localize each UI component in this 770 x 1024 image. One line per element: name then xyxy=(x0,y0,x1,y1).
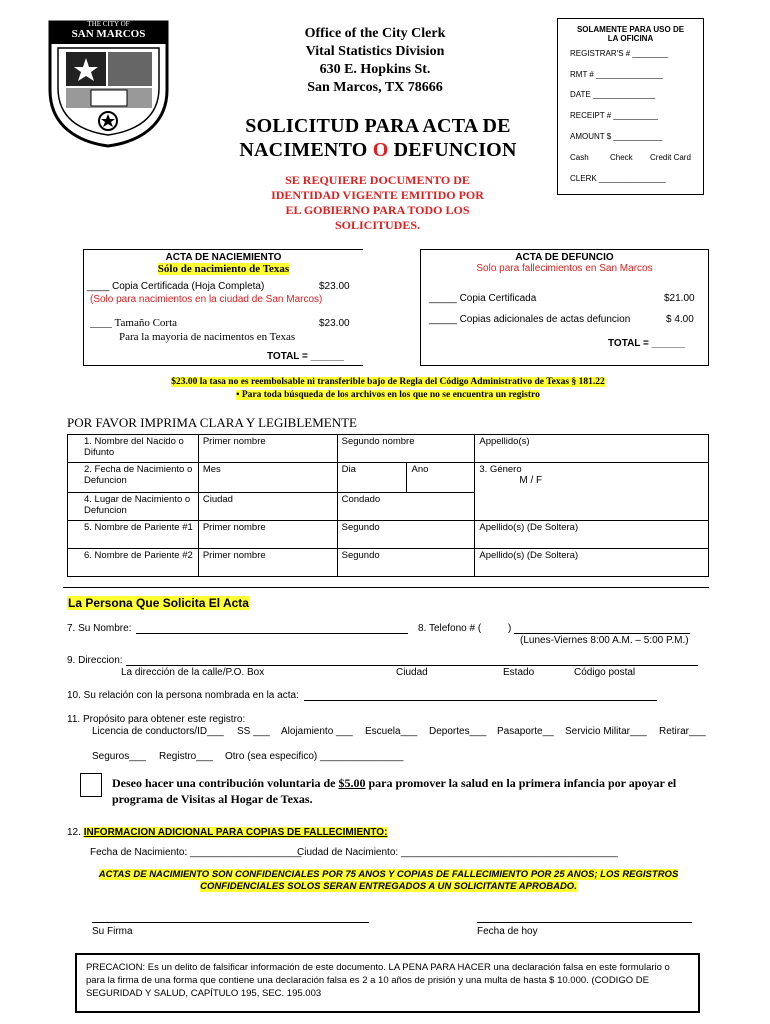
parent1-last-name-field[interactable]: Apellido(s) (De Soltera) xyxy=(475,521,709,549)
parent2-first-name-field[interactable]: Primer nombre xyxy=(198,549,337,577)
purpose-ss[interactable]: SS ___ xyxy=(237,726,270,737)
check-option[interactable]: Check xyxy=(610,153,633,162)
office-use-title: SOLAMENTE PARA USO DE xyxy=(576,25,685,34)
registrar-field[interactable]: REGISTRAR'S # ________ xyxy=(570,49,669,58)
table-row xyxy=(68,493,709,521)
purpose-school[interactable]: Escuela___ xyxy=(365,726,418,737)
day-field[interactable]: Dia xyxy=(337,463,407,493)
deceased-heading: 12. INFORMACION ADICIONAL PARA COPIAS DE FALLECIMIENTO: xyxy=(67,827,388,838)
relationship-label: 10. Su relación con la persona nombrada en la acta: xyxy=(67,690,299,701)
seal-city-top: THE CITY OF xyxy=(87,20,130,28)
death-box-title: ACTA DE DEFUNCIO xyxy=(515,252,614,263)
credit-card-option[interactable]: Credit Card xyxy=(650,153,691,162)
office-hours: (Lunes-Viernes 8:00 A.M. – 5:00 P.M.) xyxy=(520,635,689,646)
requester-heading: La Persona Que Solicita El Acta xyxy=(68,596,249,610)
row-label: 4. Lugar de Nacimiento o Defuncion xyxy=(68,493,199,521)
parent1-middle-name-field[interactable]: Segundo xyxy=(337,521,475,549)
office-use-box: SOLAMENTE PARA USO DE LA OFICINA REGISTRAR'S # ________ RMT # _______________ DATE ______________ RECEIPT # __________ AMOUNT $ ___________ Cash Check Credit Card CLERK _______________ xyxy=(557,18,704,195)
table-row xyxy=(68,549,709,577)
purpose-insurance[interactable]: Seguros___ xyxy=(92,751,146,762)
purpose-other[interactable]: Otro (sea especifico) _______________ xyxy=(225,751,404,762)
table-row xyxy=(68,521,709,549)
death-box-subtitle: Solo para fallecimientos en San Marcos xyxy=(476,263,653,274)
office-line-3: 630 E. Hopkins St. xyxy=(319,62,431,77)
table-row xyxy=(68,463,709,493)
contribution-checkbox[interactable] xyxy=(80,773,102,797)
signature-line[interactable] xyxy=(92,922,369,923)
parent2-last-name-field[interactable]: Apellido(s) (De Soltera) xyxy=(475,549,709,577)
birth-total[interactable]: TOTAL = ______ xyxy=(267,351,344,362)
fee-note: $23.00 la tasa no es reembolsable ni transferible bajo de Regla del Código Administrativo de Texas § 181.22 • Para toda búsqueda de los archivos en los que no se encuentra un registro xyxy=(171,377,605,400)
table-row xyxy=(68,435,709,463)
deceased-birth-city-field[interactable]: Ciudad de Nacimiento: _______________________________________ xyxy=(297,847,618,858)
office-line-2: Vital Statistics Division xyxy=(305,44,445,59)
purpose-sports[interactable]: Deportes___ xyxy=(429,726,487,737)
month-field[interactable]: Mes xyxy=(198,463,337,493)
birth-short-copy-price: $23.00 xyxy=(319,318,350,329)
city-field[interactable]: Ciudad xyxy=(198,493,337,521)
death-certificate-box xyxy=(420,249,709,366)
purpose-military[interactable]: Servicio Militar___ xyxy=(565,726,647,737)
section-divider xyxy=(63,587,709,588)
name-input-line[interactable] xyxy=(136,633,408,634)
row-label: 2. Fecha de Nacimiento o Defuncion xyxy=(68,463,199,493)
birth-full-copy-note: (Solo para nacimientos en la ciudad de San Marcos) xyxy=(90,294,323,305)
address-input-line[interactable] xyxy=(126,665,698,666)
relationship-input-line[interactable] xyxy=(304,700,657,701)
purpose-retire[interactable]: Retirar___ xyxy=(659,726,706,737)
contribution-text: Deseo hacer una contribución voluntaria de $5.00 para promover la salud en la primera infancia por apoyar el programa de Visitas al Hogar de Texas. xyxy=(112,776,677,806)
title-line-2: NACIMENTO O DEFUNCION xyxy=(239,139,517,161)
id-requirement-notice: SE REQUIERE DOCUMENTO DE IDENTIDAD VIGENTE EMITIDO POR EL GOBIERNO PARA TODO LOS SOLICITUDES. xyxy=(271,173,484,232)
birth-full-copy-option[interactable]: ____ Copia Certificada (Hoja Completa) xyxy=(87,281,265,292)
parent1-first-name-field[interactable]: Primer nombre xyxy=(198,521,337,549)
zip-caption: Código postal xyxy=(574,667,636,678)
cash-option[interactable]: Cash xyxy=(570,153,589,162)
title-line-1: SOLICITUD PARA ACTA DE xyxy=(245,115,511,137)
birth-short-copy-note: Para la mayoria de nacimentos en Texas xyxy=(119,331,296,343)
year-field[interactable]: Ano xyxy=(407,463,475,493)
gender-field[interactable]: 3. Género M / F xyxy=(475,463,709,493)
middle-name-field[interactable]: Segundo nombre xyxy=(337,435,475,463)
title-o: O xyxy=(372,139,389,161)
birth-full-copy-price: $23.00 xyxy=(319,281,350,292)
death-copy-price: $21.00 xyxy=(664,293,695,304)
county-field[interactable]: Condado xyxy=(337,493,475,521)
last-name-field[interactable]: Appellido(s) xyxy=(475,435,709,463)
phone-input-line[interactable] xyxy=(514,633,690,634)
clerk-field[interactable]: CLERK _______________ xyxy=(570,174,666,183)
signature-label: Su Firma xyxy=(92,926,133,937)
state-caption: Estado xyxy=(503,667,535,678)
birth-box-subtitle: Sólo de nacimiento de Texas xyxy=(157,263,290,275)
confidential-notice: ACTAS DE NACIMIENTO SON CONFIDENCIALES POR 75 ANOS Y COPIAS DE FALLECIMIENTO POR 25 ANOS; LOS REGISTROS CONFIDENCIALES SOLOS SERAN ENTREGADOS A UN SOLICITANTE APROBADO. xyxy=(98,869,679,892)
purpose-passport[interactable]: Pasaporte__ xyxy=(497,726,554,737)
street-caption: La dirección de la calle/P.O. Box xyxy=(121,667,265,678)
city-caption: Ciudad xyxy=(396,667,428,678)
purpose-housing[interactable]: Alojamiento ___ xyxy=(281,726,353,737)
purpose-label: 11. Propósito para obtener este registro: xyxy=(67,714,246,725)
deceased-birth-date-field[interactable]: Fecha de Nacimiento: ____________________ xyxy=(90,847,302,858)
seal-city-name: SAN MARCOS xyxy=(71,28,146,40)
row-label: 5. Nombre de Pariente #1 xyxy=(68,521,199,549)
birth-short-copy-option[interactable]: ____ Tamaño Corta xyxy=(90,317,178,329)
penalty-warning: PRECACION: Es un delito de falsificar información de este documento. LA PENA PARA HACER una declaración falsa en este formulario o para la firma de una forma que contiene una declaración falsa es 2 a 10 años de prisión y una multa de hasta $ 10.000. (CODIGO DE SEGURIDAD Y SALUD, CAPÍTULO 195, SEC. 195.003 xyxy=(75,953,700,1013)
death-total[interactable]: TOTAL = ______ xyxy=(608,338,685,349)
date-label: Fecha de hoy xyxy=(477,926,538,937)
city-seal xyxy=(46,18,171,148)
phone-paren: ) xyxy=(508,623,512,634)
purpose-license[interactable]: Licencia de conductors/ID___ xyxy=(92,726,224,737)
row-label: 6. Nombre de Pariente #2 xyxy=(68,549,199,577)
birth-box-title: ACTA DE NACIEMIENTO xyxy=(165,252,282,263)
empty-cell xyxy=(475,493,709,521)
print-clearly-heading: POR FAVOR IMPRIMA CLARA Y LEGIBLEMENTE xyxy=(67,415,357,430)
death-copy-option[interactable]: _____ Copia Certificada xyxy=(429,293,537,304)
name-label: 7. Su Nombre: xyxy=(67,623,132,634)
address-label: 9. Direccion: xyxy=(67,655,123,666)
amount-field[interactable]: AMOUNT $ ___________ xyxy=(570,132,663,141)
birth-certificate-box xyxy=(83,249,363,366)
row-label: 1. Nombre del Nacido o Difunto xyxy=(68,435,199,463)
death-additional-copies-price: $ 4.00 xyxy=(666,314,694,325)
phone-label: 8. Telefono # ( xyxy=(418,623,482,634)
date-line[interactable] xyxy=(477,922,692,923)
receipt-field[interactable]: RECEIPT # __________ xyxy=(570,111,658,120)
date-field[interactable]: DATE ______________ xyxy=(570,90,656,99)
office-line-1: Office of the City Clerk xyxy=(304,26,446,41)
death-additional-copies-option[interactable]: _____ Copias adicionales de actas defuncion xyxy=(429,314,631,325)
rmt-field[interactable]: RMT # _______________ xyxy=(570,70,663,79)
first-name-field[interactable]: Primer nombre xyxy=(198,435,337,463)
purpose-registry[interactable]: Registro___ xyxy=(159,751,213,762)
record-info-table xyxy=(67,434,709,577)
page-title xyxy=(228,114,528,162)
office-address xyxy=(265,25,485,97)
parent2-middle-name-field[interactable]: Segundo xyxy=(337,549,475,577)
office-line-4: San Marcos, TX 78666 xyxy=(307,80,443,95)
